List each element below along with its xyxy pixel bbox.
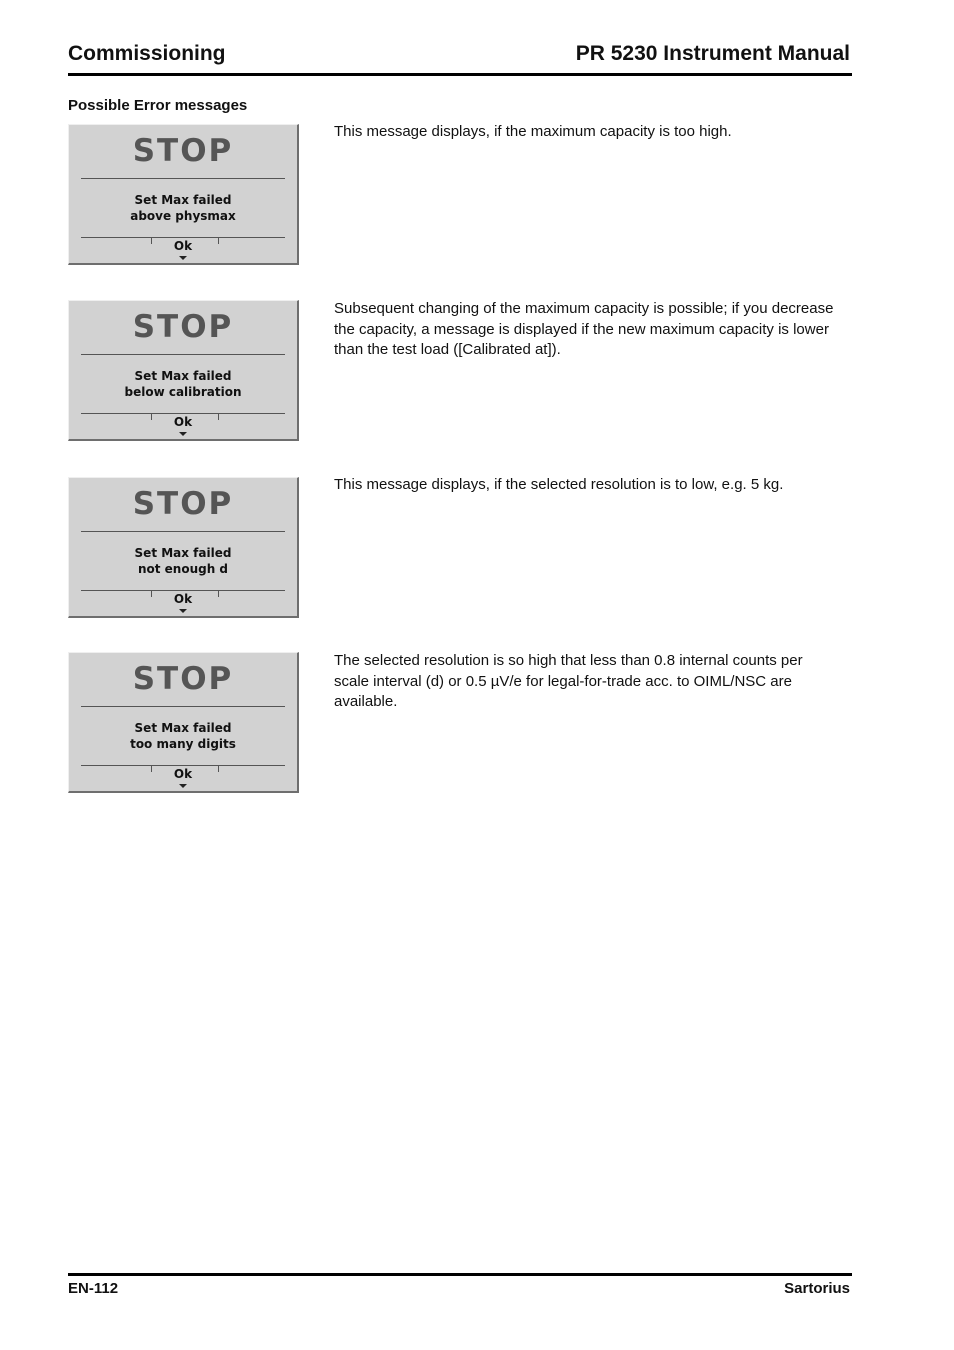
arrow-down-icon xyxy=(179,432,187,436)
error-line-2: too many digits xyxy=(130,737,236,751)
error-line-1: Set Max failed xyxy=(134,546,232,560)
error-text xyxy=(69,192,297,224)
stop-heading: STOP xyxy=(132,486,234,522)
ok-softkey-label[interactable]: Ok xyxy=(173,592,193,606)
error-screen-below-calibration xyxy=(68,300,299,441)
error-screen-not-enough-d xyxy=(68,477,299,618)
section-title: Possible Error messages xyxy=(68,97,248,114)
divider xyxy=(81,590,285,591)
error-line-1: Set Max failed xyxy=(134,369,232,383)
manual-title: PR 5230 Instrument Manual xyxy=(575,42,850,65)
error-text xyxy=(69,720,297,752)
page-header xyxy=(68,40,852,76)
description-below-calibration: Subsequent changing of the maximum capacity is possible; if you decrease the capacity, a message is displayed if the new maximum capacity is lower than the test load ([Calibrated at]). xyxy=(334,300,834,358)
divider xyxy=(81,413,285,414)
error-line-1: Set Max failed xyxy=(134,193,232,207)
error-screen-too-many-digits xyxy=(68,652,299,793)
ok-softkey-label[interactable]: Ok xyxy=(173,767,193,781)
divider xyxy=(81,765,285,766)
stop-heading: STOP xyxy=(132,661,234,697)
page-number: EN-112 xyxy=(68,1280,119,1297)
stop-heading: STOP xyxy=(132,309,234,345)
ok-softkey-label[interactable]: Ok xyxy=(173,415,193,429)
error-text xyxy=(69,368,297,400)
error-screen-above-physmax xyxy=(68,124,299,265)
error-line-2: above physmax xyxy=(130,209,236,223)
company-name: Sartorius xyxy=(784,1280,850,1297)
arrow-down-icon xyxy=(179,784,187,788)
ok-softkey-label[interactable]: Ok xyxy=(173,239,193,253)
error-text xyxy=(69,545,297,577)
error-line-1: Set Max failed xyxy=(134,721,232,735)
description-too-many-digits: The selected resolution is so high that less than 0.8 internal counts per scale interval (d) or 0.5 µV/e for legal-for-trade acc. to OIML/NSC are available. xyxy=(334,652,803,710)
arrow-down-icon xyxy=(179,256,187,260)
error-line-2: not enough d xyxy=(137,562,229,576)
divider xyxy=(81,531,285,532)
footer-rule xyxy=(68,1273,852,1276)
arrow-down-icon xyxy=(179,609,187,613)
divider xyxy=(81,354,285,355)
divider xyxy=(81,706,285,707)
chapter-title: Commissioning xyxy=(68,42,226,65)
description-above-physmax: This message displays, if the maximum capacity is too high. xyxy=(334,123,732,140)
divider xyxy=(81,178,285,179)
stop-heading: STOP xyxy=(132,133,234,169)
error-line-2: below calibration xyxy=(124,385,242,399)
divider xyxy=(81,237,285,238)
description-not-enough-d: This message displays, if the selected resolution is to low, e.g. 5 kg. xyxy=(334,476,784,493)
